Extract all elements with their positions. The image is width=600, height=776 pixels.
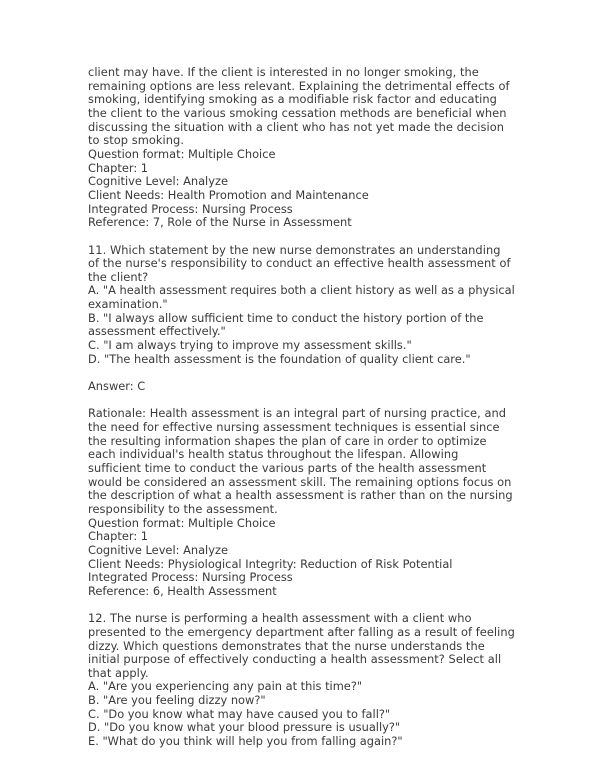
meta-reference-2: Reference: 6, Health Assessment — [88, 583, 277, 598]
question-12-option-d: D. "Do you know what your blood pressure is usually?" — [88, 720, 401, 735]
question-11-option-a: A. "A health assessment requires both a client history as well as a physical examination." — [88, 283, 519, 312]
question-11-answer: Answer: C — [88, 379, 146, 394]
question-12-option-b: B. "Are you feeling dizzy now?" — [88, 693, 266, 708]
meta-reference-1: Reference: 7, Role of the Nurse in Assessment — [88, 215, 352, 230]
meta-chapter-1: Chapter: 1 — [88, 160, 149, 175]
question-11-option-c: C. "I am always trying to improve my assessment skills." — [88, 338, 412, 353]
question-12-stem: 12. The nurse is performing a health assessment with a client who presented to the emergency department after falling as a result of feeling dizzy. Which questions demonstrates that the nurse understands the initial purpose of effectively conducting a health assessment? Select all that apply. — [88, 611, 519, 680]
blank-line — [88, 394, 515, 408]
meta-chapter-2: Chapter: 1 — [88, 529, 149, 544]
meta-client-needs-2: Client Needs: Physiological Integrity: Reduction of Risk Potential — [88, 556, 453, 571]
question-12-option-c: C. "Do you know what may have caused you to fall?" — [88, 706, 391, 721]
blank-line — [88, 230, 515, 244]
blank-line — [88, 366, 515, 380]
meta-client-needs-1: Client Needs: Health Promotion and Maintenance — [88, 187, 369, 202]
rationale-continuation-paragraph: client may have. If the client is interested in no longer smoking, the remaining options are less relevant. Explaining the detrimental effects of smoking, identifying smoking as a modifiable risk factor and educating the client to the various smoking cessation methods are beneficial when discussing the situation with a client who has not yet made the decision to stop smoking. — [88, 65, 514, 148]
blank-line — [88, 599, 515, 613]
question-11-rationale: Rationale: Health assessment is an integral part of nursing practice, and the need for effective nursing assessment techniques is essential since the resulting information shapes the plan of care in order to optimize each individual's health status throughout the lifespan. Allowing sufficient time to conduct the various parts of the health assessment would be considered an assessment skill. The remaining options focus on the description of what a health assessment is rather than on the nursing responsibility to the assessment. — [88, 406, 517, 516]
meta-integrated-process-1: Integrated Process: Nursing Process — [88, 201, 293, 216]
question-11-option-d: D. "The health assessment is the foundation of quality client care." — [88, 351, 471, 366]
question-11-option-b: B. "I always allow sufficient time to conduct the history portion of the assessment effectively." — [88, 310, 488, 339]
question-12-option-a: A. "Are you experiencing any pain at this time?" — [88, 679, 363, 694]
question-12-option-e: E. "What do you think will help you from falling again?" — [88, 734, 403, 749]
meta-cognitive-level-2: Cognitive Level: Analyze — [88, 542, 228, 557]
meta-question-format-2: Question format: Multiple Choice — [88, 515, 276, 530]
meta-question-format-1: Question format: Multiple Choice — [88, 146, 276, 161]
question-11-stem: 11. Which statement by the new nurse demonstrates an understanding of the nurse's responsibility to conduct an effective health assessment of the client? — [88, 242, 515, 284]
meta-cognitive-level-1: Cognitive Level: Analyze — [88, 174, 228, 189]
meta-integrated-process-2: Integrated Process: Nursing Process — [88, 570, 293, 585]
